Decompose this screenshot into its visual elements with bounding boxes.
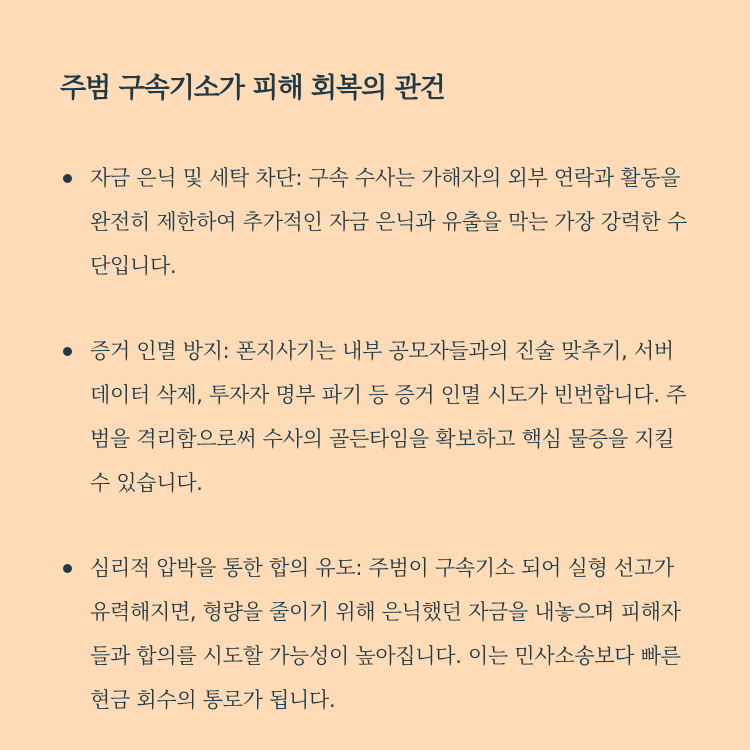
list-item [60, 546, 700, 722]
list-item [60, 329, 700, 505]
bullet-icon [63, 564, 72, 573]
list-item-text: 심리적 압박을 통한 합의 유도: 주범이 구속기소 되어 실형 선고가 유력해지면, 형량을 줄이기 위해 은닉했던 자금을 내놓으며 피해자들과 합의를 시도할 가능성이 높아집니다. 이는 민사소송보다 빠른 현금 회수의 통로가 됩니다. [90, 556, 681, 712]
bullet-icon [63, 174, 72, 183]
list-item-text: 자금 은닉 및 세탁 차단: 구속 수사는 가해자의 외부 연락과 활동을 완전히 제한하여 추가적인 자금 은닉과 유출을 막는 가장 강력한 수단입니다. [90, 166, 687, 278]
list-item-text: 증거 인멸 방지: 폰지사기는 내부 공모자들과의 진술 맞추기, 서버 데이터 삭제, 투자자 명부 파기 등 증거 인멸 시도가 빈번합니다. 주범을 격리함으로써 수사의 골든타임을 확보하고 핵심 물증을 지킬 수 있습니다. [90, 339, 687, 495]
page-title: 주범 구속기소가 피해 회복의 관건 [60, 73, 445, 104]
bullet-icon [63, 347, 72, 356]
list-item [60, 156, 700, 288]
bullet-list [60, 156, 700, 722]
